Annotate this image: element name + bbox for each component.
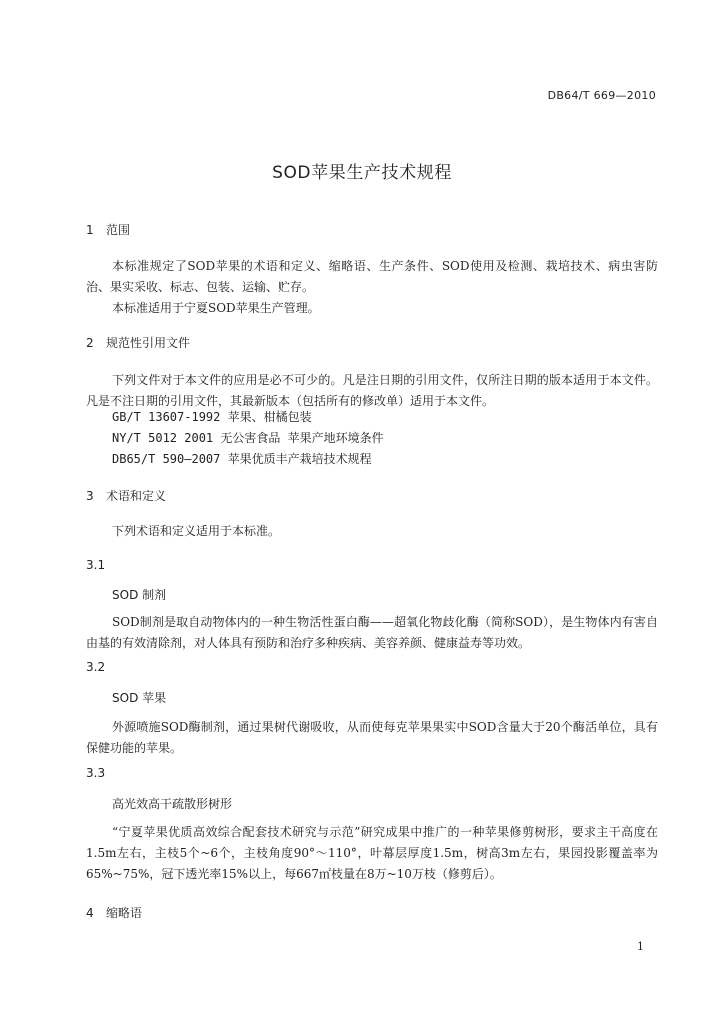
section-3-paragraph-1: 下列术语和定义适用于本标准。 [112, 524, 281, 538]
section-1-paragraph-1: 本标准规定了SOD苹果的术语和定义、缩略语、生产条件、SOD使用及检测、栽培技术、病虫害防治、果实采收、标志、包装、运输、贮存。 [86, 259, 658, 294]
section-3-heading [86, 487, 166, 504]
section-number: 3 [86, 489, 94, 503]
term-3-2-definition: 外源喷施SOD酶制剂，通过果树代谢吸收，从而使每克苹果果实中SOD含量大于20个酶活单位，具有保健功能的苹果。 [86, 720, 658, 755]
term-3-1-definition: SOD制剂是取自动物体内的一种生物活性蛋白酶——超氧化物歧化酶（简称SOD），是生物体内有害自由基的有效清除剂，对人体具有预防和治疗多种疾病、美容养颜、健康益寿等功效。 [86, 615, 658, 650]
section-2-paragraph-1: 下列文件对于本文件的应用是必不可少的。凡是注日期的引用文件，仅所注日期的版本适用于本文件。凡是不注日期的引用文件，其最新版本（包括所有的修改单）适用于本文件。 [86, 373, 658, 408]
standard-code: DB64/T 669—2010 [547, 89, 656, 102]
section-1-heading [86, 221, 130, 238]
section-number: 2 [86, 336, 94, 350]
reference-item: DB65/T 590—2007 苹果优质丰产栽培技术规程 [112, 452, 372, 466]
term-3-2-name: SOD 苹果 [112, 691, 167, 705]
section-4-heading [86, 904, 142, 921]
section-2-heading [86, 334, 190, 351]
reference-item: GB/T 13607-1992 苹果、柑橘包装 [112, 410, 312, 424]
term-3-3-name: 高光效高干疏散形树形 [112, 797, 233, 811]
term-3-3-number: 3.3 [86, 766, 106, 780]
term-3-3-definition: “宁夏苹果优质高效综合配套技术研究与示范”研究成果中推广的一种苹果修剪树形，要求主干高度在1.5m左右，主枝5个~6个，主枝角度90°～110°，叶幕层厚度1.5m，树高3m左右，果园投影覆盖率为65%~75%，冠下透光率15%以上，每667㎡枝量在8万~10万枝（修剪后）。 [86, 825, 658, 881]
section-number: 1 [86, 223, 94, 237]
section-title: 范围 [106, 223, 131, 237]
reference-item: NY/T 5012 2001 无公害食品 苹果产地环境条件 [112, 431, 384, 445]
document-title: SOD苹果生产技术规程 [272, 163, 452, 183]
section-title: 术语和定义 [106, 489, 167, 503]
term-3-1-name: SOD 制剂 [112, 588, 167, 602]
section-title: 规范性引用文件 [106, 336, 191, 350]
page-number: 1 [637, 940, 644, 953]
section-number: 4 [86, 906, 94, 920]
section-title: 缩略语 [106, 906, 143, 920]
term-3-1-number: 3.1 [86, 558, 106, 572]
term-3-2-number: 3.2 [86, 660, 106, 674]
section-1-paragraph-2: 本标准适用于宁夏SOD苹果生产管理。 [112, 301, 320, 315]
